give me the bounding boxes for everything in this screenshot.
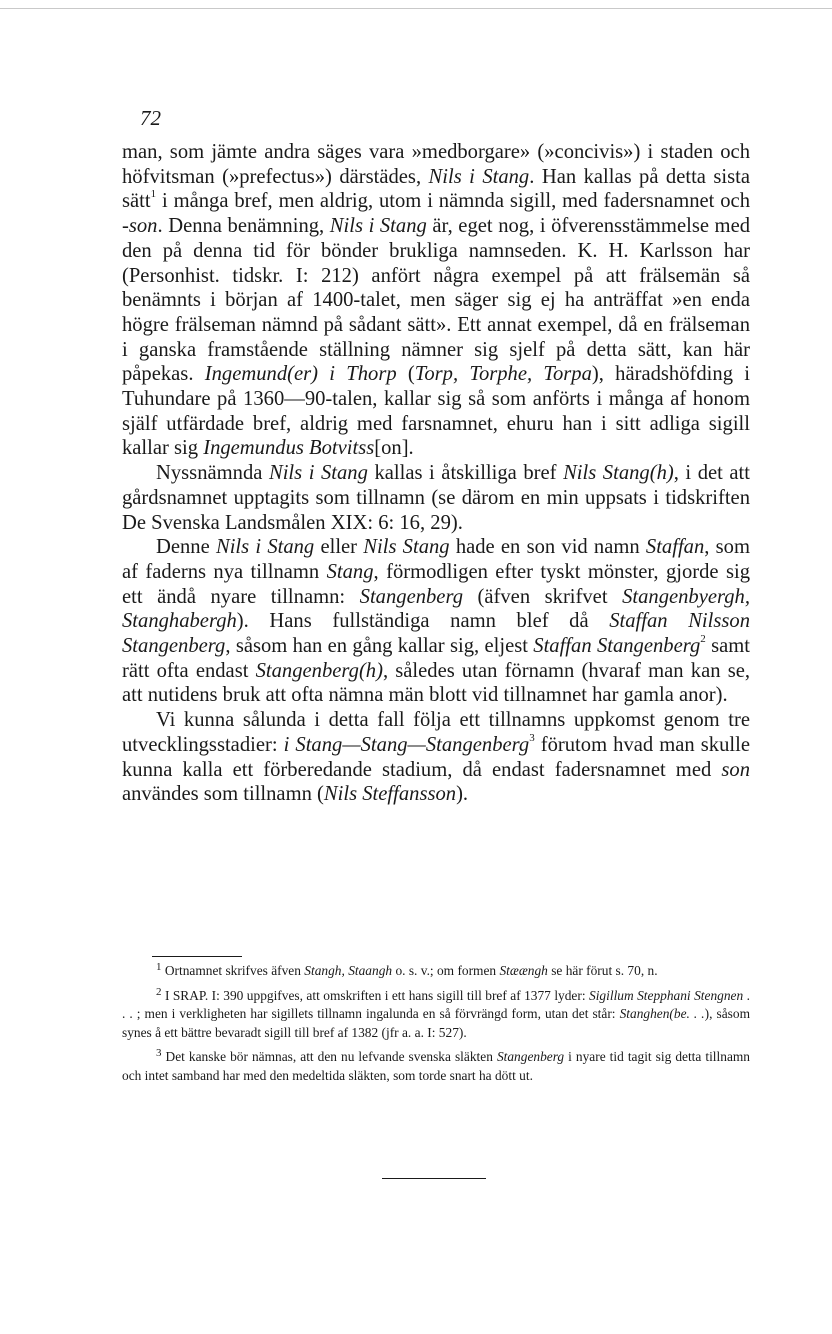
footnote-reference: 1 <box>156 961 162 973</box>
text-run: kallas i åtskilliga bref <box>367 462 564 485</box>
footnote-reference: 1 <box>150 188 157 201</box>
text-run: , förmodligen efter tyskt mönster, gjorde sig ett ändå nyare tillnamn: <box>122 560 750 608</box>
footnote-reference: 3 <box>529 731 535 744</box>
footnote-reference: 2 <box>700 633 706 646</box>
page-top-edge-rule <box>0 8 832 9</box>
text-run: eller <box>314 536 364 559</box>
italic-text: Nils Steffansson <box>323 783 457 806</box>
footnote <box>122 1048 750 1085</box>
italic-text: son <box>721 758 750 781</box>
italic-text: Staffan Nilsson Stangenberg <box>122 610 750 658</box>
text-run: samt rätt ofta endast <box>122 635 750 682</box>
paragraph <box>122 140 750 461</box>
text-run: Det kanske bör nämnas, att den nu lefvande svenska släkten <box>161 1049 497 1065</box>
text-run: ), häradshöfding i Tuhundare på 1360—90-talen, kallar sig så som anförts i många af honom själf utfärdade bref, aldrig med farsnamnet, ehuru han i sitt adliga sigill kallar sig <box>122 363 750 460</box>
italic-text: Nils i Stang <box>428 165 530 188</box>
footnote-reference: 2 <box>156 985 162 998</box>
italic-text: Nils i Stang <box>268 462 368 485</box>
italic-text: Stangh, Staangh <box>304 963 393 978</box>
italic-text: Nils Stang <box>363 536 450 559</box>
text-run: Nyssnämnda <box>156 462 269 485</box>
italic-text: -son <box>122 215 158 238</box>
text-run: I SRAP. I: 390 uppgifves, att omskriften i ett hans sigill till bref af 1377 lyder: <box>161 987 590 1003</box>
italic-text: Ingemund(er) i Thorp <box>204 363 397 386</box>
text-run: , i det att gårdsnamnet upptagits som tillnamn (se därom en min uppsats i tidskriften De Svenska Landsmålen XIX: 6: 16, 29). <box>122 462 751 534</box>
italic-text: Stangenbyergh, Stanghabergh <box>122 585 750 633</box>
italic-text: Staffan <box>645 536 705 559</box>
text-run: . Denna benämning, <box>157 215 330 238</box>
text-run: förutom hvad man skulle kunna kalla ett förberedande stadium, då endast fadersnamnet med <box>122 733 750 781</box>
italic-text: Stæængh <box>499 963 548 978</box>
page-number: 72 <box>140 106 161 130</box>
italic-text: Staffan Stangenberg <box>533 635 701 658</box>
text-run: ), såsom synes å ett bättre bevaradt sigill till bref af 1382 (jfr a. a. I: 527). <box>122 1006 750 1040</box>
footnote <box>122 962 750 981</box>
text-run: ( <box>396 363 415 386</box>
italic-text: Stanghen(be. . . <box>619 1006 705 1022</box>
italic-text: Torp, Torphe, Torpa <box>414 363 592 386</box>
italic-text: Stangenberg <box>359 585 463 608</box>
footnote-reference: 3 <box>156 1047 162 1060</box>
text-run: , således utan förnamn (hvaraf man kan se, att nutidens bruk att ofta nämna män blott vid tillnamnet har gamla anor). <box>122 659 750 707</box>
text-run: , såsom han en gång kallar sig, eljest <box>225 635 534 658</box>
text-run: i många bref, men aldrig, utom i nämnda sigill, med fadersnamnet och <box>156 190 750 213</box>
text-run: ). Hans fullständiga namn blef då <box>236 610 610 633</box>
text-run: Vi kunna sålunda i detta fall följa ett tillnamns uppkomst genom tre utvecklingsstadier: <box>122 709 750 756</box>
text-run: [on]. <box>374 437 414 460</box>
text-run: (äfven skrifvet <box>463 585 623 608</box>
text-run: . Han kallas på detta sista sätt <box>122 165 750 213</box>
text-run: i nyare tid tagit sig detta tillnamn och intet samband har med den medeltida släkten, som torde snart ha dött ut. <box>122 1049 750 1083</box>
italic-text: Nils i Stang <box>215 536 315 559</box>
text-run: o. s. v.; om formen <box>392 963 500 978</box>
text-run: ). <box>456 783 469 806</box>
paragraph <box>122 461 750 535</box>
italic-text: Nils Stang(h) <box>563 462 674 485</box>
text-run: . . . ; men i verkligheten har sigillets tillnamn ingalunda en så förvrängd form, utan det står: <box>122 987 750 1022</box>
text-run: är, eget nog, i öfverensstämmelse med den på denna tid för bönder brukliga namnseden. K. H. Karlsson har (Personhist. tidskr. I: 212) anfört några exempel på att frälsemän så benämnts i början af 1400-talet, men säger sig ej ha anträffat »en enda högre frälseman nämnd på sådant sätt». Ett annat exempel, då en frälseman i ganska framstående ställning nämner sig sjelf på detta sätt, kan här påpekas. <box>122 215 751 386</box>
italic-text: Stang <box>326 560 374 583</box>
italic-text: Nils i Stang <box>329 215 427 238</box>
italic-text: i Stang—Stang—Stangenberg <box>283 733 530 756</box>
footnote-separator-rule <box>152 956 242 957</box>
paragraph <box>122 535 750 708</box>
text-run: Denne <box>156 536 216 559</box>
italic-text: Stangenberg(h) <box>255 659 383 682</box>
text-run: hade en son vid namn <box>449 536 646 559</box>
italic-text: Stangenberg <box>496 1049 565 1065</box>
text-run: , som af faderns nya tillnamn <box>122 536 750 583</box>
end-rule <box>382 1178 486 1179</box>
footnote <box>122 987 750 1043</box>
text-run: se här förut s. 70, n. <box>547 963 658 978</box>
text-run: Ortnamnet skrifves äfven <box>161 963 305 978</box>
footnotes <box>122 962 750 1092</box>
text-run: man, som jämte andra säges vara »medborgare» (»concivis») i staden och höfvitsman (»prefectus») därstädes, <box>122 141 750 188</box>
paragraph <box>122 708 750 807</box>
text-run: användes som tillnamn ( <box>122 783 324 806</box>
italic-text: Sigillum Stepphani Stengnen <box>589 987 744 1003</box>
body-text <box>122 140 750 807</box>
italic-text: Ingemundus Botvitss <box>203 437 375 460</box>
